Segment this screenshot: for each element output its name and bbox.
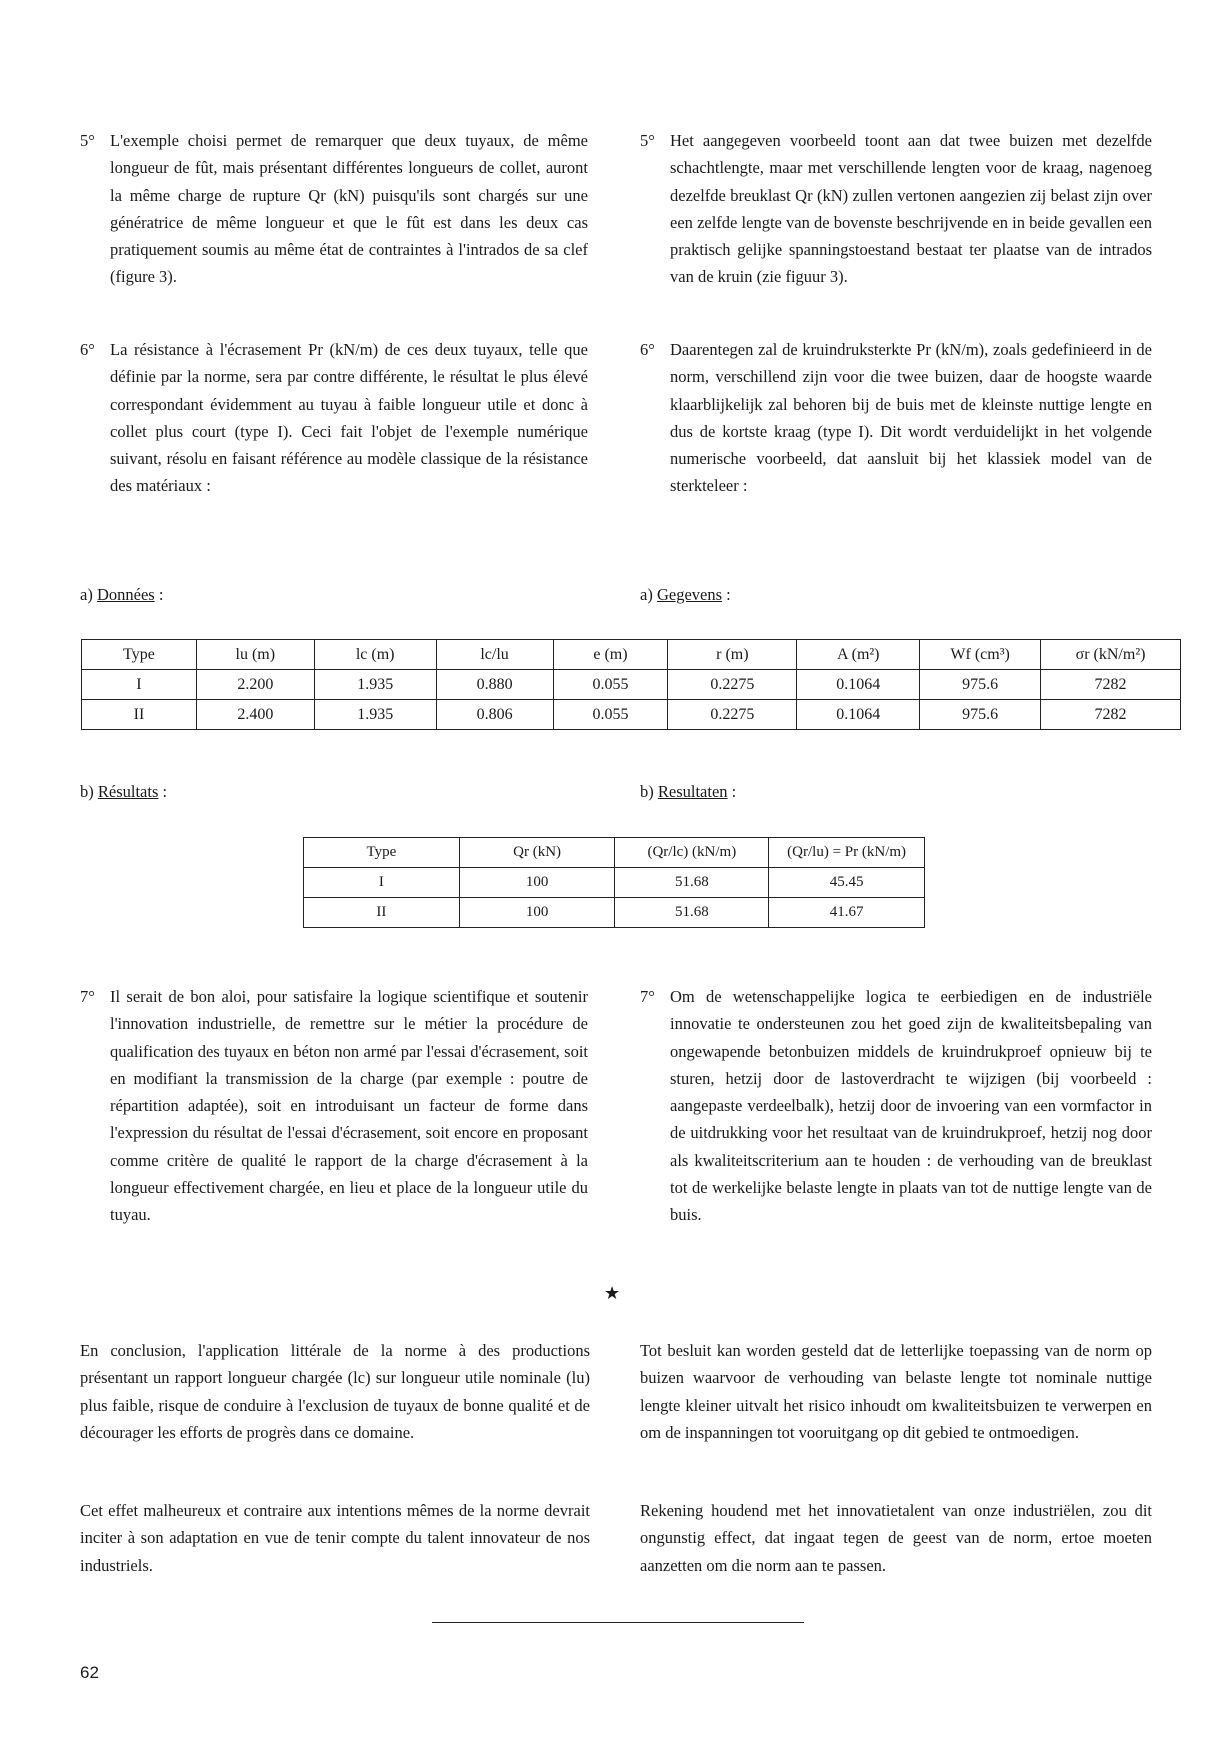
table-cell: 0.1064	[797, 670, 920, 700]
footer-rule	[432, 1622, 804, 1623]
header-cell: (Qr/lc) (kN/m)	[615, 838, 769, 868]
label-text: Données	[96, 585, 155, 604]
paragraph-text: Il serait de bon aloi, pour satisfaire la logique scientifique et soutenir l'innovation industrielle, de remettre sur le métier la procédure de qualification des tuyaux en béton non armé par l'essai d'écrasement, soit en modifiant la transmission de la charge (par exemple : poutre de répartition adaptée), soit en introduisant un facteur de forme dans l'expression du résultat de l'essai d'écrasement, soit encore en proposant comme critère de qualité le rapport de la charge d'écrasement à la longueur effectivement chargée, en lieu et place de la longueur utile du tuyau.	[110, 987, 588, 1225]
fr-item-6	[80, 336, 588, 536]
results-header-row	[304, 838, 925, 868]
table-cell: 0.055	[553, 700, 668, 730]
header-cell: lc/lu	[436, 640, 553, 670]
table-cell: 0.2275	[668, 670, 797, 700]
item-number: 6°	[80, 340, 95, 359]
paragraph-text: Daarentegen zal de kruindruksterkte Pr (kN/m), zoals gedefinieerd in de norm, verschillend zijn voor die twee buizen, daar de hoogste waarde klaarblijkelijk zal behoren bij de buis met de kleinste nuttige lengte en dus de kortste kraag (type I). Dit wordt verduidelijkt in het volgende numerische voorbeeld, dat aansluit bij het klassiek model van de sterkteleer :	[670, 340, 1152, 496]
table-row	[304, 868, 925, 898]
item-number: 7°	[640, 987, 655, 1006]
table-cell: I	[82, 670, 197, 700]
data-header-row	[82, 640, 1181, 670]
fr-item-7	[80, 983, 588, 1253]
nl-item-7	[640, 983, 1152, 1253]
table-row	[82, 670, 1181, 700]
table-cell: 0.055	[553, 670, 668, 700]
item-number: 6°	[640, 340, 655, 359]
table-cell: II	[82, 700, 197, 730]
data-table	[81, 639, 1181, 730]
label-text: Gegevens	[656, 585, 723, 604]
table-cell: 0.1064	[797, 700, 920, 730]
label-prefix: b)	[640, 782, 654, 801]
item-number: 5°	[640, 131, 655, 150]
fr-label-donnees: a) Données :	[80, 585, 164, 604]
table-cell: 975.6	[920, 700, 1041, 730]
star-separator-icon: ★	[604, 1283, 621, 1303]
table-cell: 0.2275	[668, 700, 797, 730]
header-cell: lc (m)	[314, 640, 436, 670]
paragraph-text: Het aangegeven voorbeeld toont aan dat twee buizen met dezelfde schachtlengte, maar met verschillende lengten voor de kraag, nagenoeg dezelfde breuklast Qr (kN) zullen vertonen aangezien zij belast zijn over een zelfde lengte van de bovenste beschrijvende en in beide gevallen een praktisch gelijke spanningstoestand bestaat ter plaatse van de intrados van de kruin (zie figuur 3).	[670, 131, 1152, 287]
nl-conclusion-1: Tot besluit kan worden gesteld dat de letterlijke toepassing van de norm op buizen waarvoor de verhouding van belaste lengte tot nominale nuttige lengte kleiner uitvalt het risico inhoudt om kwaliteitsbuizen te verwerpen en om de inspanningen tot vooruitgang op dit gebied te ontmoedigen.	[640, 1341, 1152, 1442]
table-cell: 41.67	[769, 898, 925, 928]
nl-item-6	[640, 336, 1152, 536]
table-cell: 7282	[1041, 670, 1181, 700]
header-cell: Qr (kN)	[459, 838, 615, 868]
table-cell: 51.68	[615, 898, 769, 928]
table-cell: 0.880	[436, 670, 553, 700]
paragraph-text: Om de wetenschappelijke logica te eerbiedigen en de industriële innovatie te ondersteunen zou het goed zijn de kwaliteitsbepaling van ongewapende betonbuizen middels de kruindrukproef opnieuw bij te sturen, hetzij door de lastoverdracht te wijzigen (bij voorbeeld : aangepaste verdeelbalk), hetzij door de invoering van een vormfactor in de uitdrukking voor het resultaat van de kruindrukproef, hetzij nog door als kwaliteitscriterium aan te houden : de verhouding van de breuklast tot de werkelijke belaste lengte in plaats van tot de nuttige lengte van de buis.	[670, 987, 1152, 1225]
table-cell: 1.935	[314, 670, 436, 700]
header-cell: lu (m)	[196, 640, 314, 670]
label-prefix: b)	[80, 782, 94, 801]
nl-label-gegevens: a) Gegevens :	[640, 585, 731, 604]
nl-label-resultaten: b) Resultaten :	[640, 782, 737, 801]
table-cell: 51.68	[615, 868, 769, 898]
table-cell: I	[304, 868, 460, 898]
header-cell: e (m)	[553, 640, 668, 670]
table-cell: 1.935	[314, 700, 436, 730]
nl-item-5	[640, 127, 1152, 317]
paragraph-text: L'exemple choisi permet de remarquer que deux tuyaux, de même longueur de fût, mais présentant différentes longueurs de collet, auront la même charge de rupture Qr (kN) puisqu'ils sont chargés sur une génératrice de même longueur et que le fût est dans les deux cas pratiquement soumis au même état de contraintes à l'intrados de sa clef (figure 3).	[110, 131, 588, 287]
fr-conclusion-1: En conclusion, l'application littérale de la norme à des productions présentant un rapport longueur chargée (lc) sur longueur utile nominale (lu) plus faible, risque de conduire à l'exclusion de tuyaux de bonne qualité et de décourager les efforts de progrès dans ce domaine.	[80, 1341, 590, 1442]
table-cell: 2.400	[196, 700, 314, 730]
results-table	[303, 837, 925, 928]
page-number: 62	[80, 1663, 99, 1682]
table-cell: 7282	[1041, 700, 1181, 730]
table-cell: II	[304, 898, 460, 928]
table-row	[304, 898, 925, 928]
header-cell: (Qr/lu) = Pr (kN/m)	[769, 838, 925, 868]
fr-label-resultats: b) Résultats :	[80, 782, 168, 801]
header-cell: σr (kN/m²)	[1041, 640, 1181, 670]
table-cell: 100	[459, 868, 615, 898]
table-row	[82, 700, 1181, 730]
header-cell: Type	[304, 838, 460, 868]
label-text: Résultats	[97, 782, 159, 801]
paragraph-text: La résistance à l'écrasement Pr (kN/m) de ces deux tuyaux, telle que définie par la norme, sera par contre différente, le résultat le plus élevé correspondant évidemment au tuyau à faible longueur utile et donc à collet plus court (type I). Ceci fait l'objet de l'exemple numérique suivant, résolu en faisant référence au modèle classique de la résistance des matériaux :	[110, 340, 588, 496]
item-number: 7°	[80, 987, 95, 1006]
fr-item-5	[80, 127, 588, 317]
header-cell: Wf (cm³)	[920, 640, 1041, 670]
table-cell: 2.200	[196, 670, 314, 700]
header-cell: A (m²)	[797, 640, 920, 670]
item-number: 5°	[80, 131, 95, 150]
label-text: Resultaten	[657, 782, 728, 801]
table-cell: 975.6	[920, 670, 1041, 700]
table-cell: 45.45	[769, 868, 925, 898]
label-prefix: a)	[80, 585, 93, 604]
nl-conclusion-2: Rekening houdend met het innovatietalent van onze industriëlen, zou dit ongunstig effect, dat ingaat tegen de geest van de norm, ertoe moeten aanzetten om die norm aan te passen.	[640, 1501, 1152, 1575]
table-cell: 100	[459, 898, 615, 928]
label-prefix: a)	[640, 585, 653, 604]
header-cell: r (m)	[668, 640, 797, 670]
fr-conclusion-2: Cet effet malheureux et contraire aux intentions mêmes de la norme devrait inciter à son adaptation en vue de tenir compte du talent innovateur de nos industriels.	[80, 1501, 590, 1575]
header-cell: Type	[82, 640, 197, 670]
table-cell: 0.806	[436, 700, 553, 730]
